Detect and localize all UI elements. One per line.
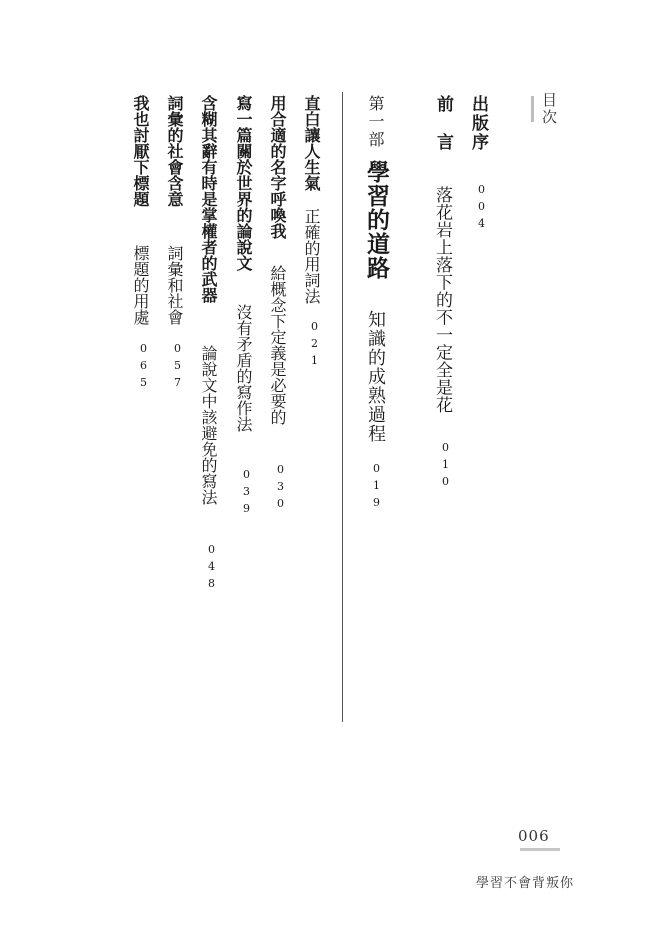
chapter-2-subtitle: 給概念下定義是必要的 (268, 265, 287, 425)
chapter-1-page: 021 (308, 320, 321, 371)
foreword-subtitle: 落花岩上落下的不一定全是花 (432, 186, 452, 414)
part-label: 第一部 (366, 95, 385, 149)
chapter-1-title: 直白讓人生氣 (302, 95, 321, 191)
page-number-underline (520, 848, 560, 851)
chapter-4-page: 048 (205, 543, 218, 594)
foreword-title: 前 言 (433, 95, 453, 152)
chapter-6-page: 065 (137, 342, 150, 393)
chapter-3-page: 039 (240, 468, 253, 519)
preface-page: 004 (475, 183, 488, 234)
chapter-4-subtitle: 論說文中該避免的寫法 (199, 345, 218, 505)
part-divider (342, 92, 343, 722)
chapter-5-title: 詞彙的社會含意 (165, 95, 184, 207)
part-page: 019 (370, 462, 383, 513)
section-label: 目次 (540, 92, 558, 126)
preface-title: 出版序 (468, 95, 488, 152)
chapter-3-title: 寫一篇關於世界的論說文 (234, 95, 253, 271)
chapter-1-subtitle: 正確的用詞法 (302, 208, 321, 304)
chapter-4-title: 含糊其辭有時是掌權者的武器 (199, 95, 218, 303)
chapter-6-subtitle: 標題的用處 (131, 245, 150, 325)
chapter-5-page: 057 (171, 342, 184, 393)
chapter-3-subtitle: 沒有矛盾的寫作法 (234, 304, 253, 432)
chapter-5-subtitle: 詞彙和社會 (165, 245, 184, 325)
page-number: 006 (518, 827, 550, 845)
running-footer-book-title: 學習不會背叛你 (476, 876, 575, 891)
section-marker (531, 96, 534, 122)
chapter-2-page: 030 (274, 463, 287, 514)
chapter-6-title: 我也討厭下標題 (131, 95, 150, 207)
foreword-page: 010 (439, 441, 452, 492)
part-subtitle: 知識的成熟過程 (365, 310, 386, 443)
part-title: 學習的道路 (363, 160, 389, 280)
chapter-2-title: 用合適的名字呼喚我 (268, 95, 287, 239)
